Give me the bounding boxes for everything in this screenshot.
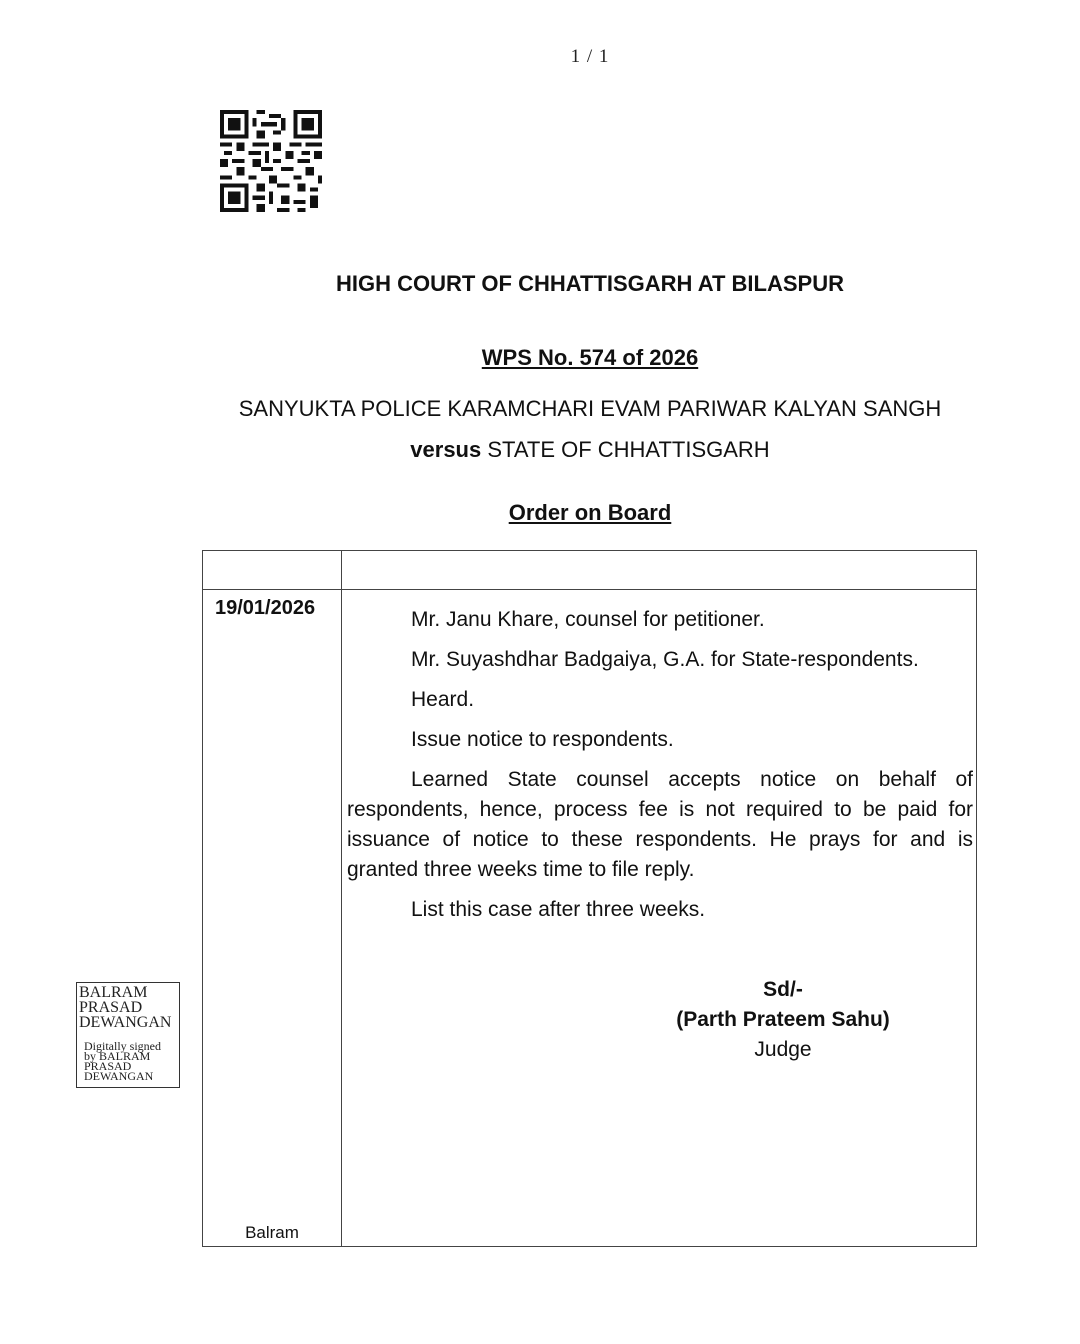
header-divider xyxy=(203,589,976,590)
order-paragraph: Heard. xyxy=(411,688,475,711)
versus-line xyxy=(0,437,1080,463)
versus-word: versus xyxy=(410,437,482,462)
judge-signature-block xyxy=(603,975,963,1065)
respondent-name: STATE OF CHHATTISGARH xyxy=(487,437,770,462)
clerk-initials: Balram xyxy=(245,1223,299,1242)
signer-name: BALRAM PRASAD DEWANGAN xyxy=(79,984,172,1031)
order-text xyxy=(347,605,973,935)
order-date: 19/01/2026 xyxy=(215,597,316,619)
column-divider xyxy=(341,551,342,1246)
page-indicator: 1 / 1 xyxy=(570,46,610,67)
signature-mark: Sd/- xyxy=(763,978,803,1001)
qr-code-icon xyxy=(220,110,322,212)
digitally-signed-note: Digitally signed by BALRAM PRASAD DEWANGAN xyxy=(84,1039,161,1083)
order-paragraph: Mr. Janu Khare, counsel for petitioner. xyxy=(411,608,765,631)
order-paragraph: List this case after three weeks. xyxy=(411,898,706,921)
order-heading: Order on Board xyxy=(508,500,672,525)
judge-designation: Judge xyxy=(754,1038,812,1061)
judge-name: (Parth Prateem Sahu) xyxy=(676,1008,890,1031)
order-paragraph: Issue notice to respondents. xyxy=(411,728,674,751)
order-paragraph: Learned State counsel accepts notice on behalf of respondents, hence, process fee is not required to be paid for issuance of notice to these respondents. He prays for and is granted three weeks time to file reply. xyxy=(347,768,973,881)
case-number: WPS No. 574 of 2026 xyxy=(481,345,699,370)
order-paragraph: Mr. Suyashdhar Badgaiya, G.A. for State-respondents. xyxy=(411,648,919,671)
court-title: HIGH COURT OF CHHATTISGARH AT BILASPUR xyxy=(335,271,844,296)
petitioner-name: SANYUKTA POLICE KARAMCHARI EVAM PARIWAR KALYAN SANGH xyxy=(238,396,942,421)
digital-signature-stamp xyxy=(76,982,180,1088)
order-sheet-table xyxy=(202,550,977,1247)
